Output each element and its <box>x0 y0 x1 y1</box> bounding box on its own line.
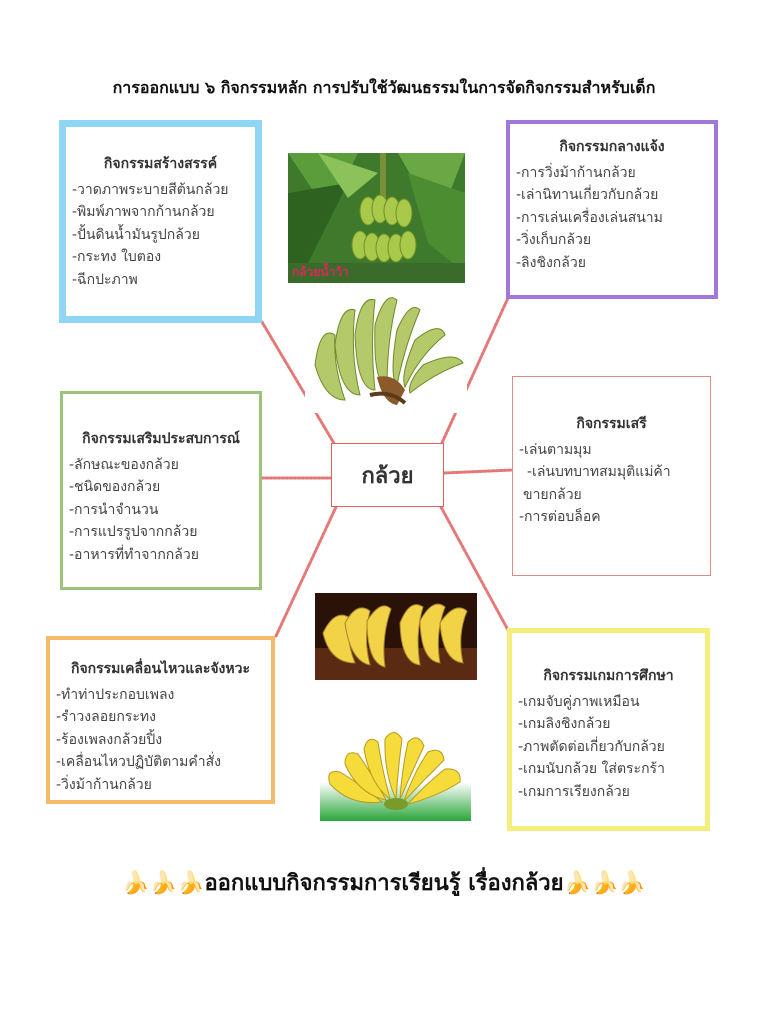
list-item: -ชนิดของกล้วย <box>69 479 161 496</box>
list-item: -วิ่งเก็บกล้วย <box>516 232 592 249</box>
list-item: -เกมลิงชิงกล้วย <box>518 716 611 733</box>
list-item: -ลิงชิงกล้วย <box>516 254 586 271</box>
list-item: -ร้องเพลงกล้วยปิ้ง <box>56 731 163 748</box>
list-item: ขายกล้วย <box>523 486 582 503</box>
list-item: -การเล่นเครื่องเล่นสนาม <box>516 209 663 226</box>
box-title: กิจกรรมเสริมประสบการณ์ <box>82 431 240 447</box>
connector-free <box>444 470 512 473</box>
list-item: -รำวงลอยกระทง <box>56 709 156 726</box>
photo-caption: กล้วยน้ำว้า <box>292 265 349 279</box>
box-title: กิจกรรมเสรี <box>576 416 647 432</box>
list-item: -การนำจำนวน <box>69 501 159 518</box>
list-item: -การวิ่งม้าก้านกล้วย <box>516 165 636 181</box>
box-title: กิจกรรมเคลื่อนไหวและจังหวะ <box>70 661 251 677</box>
list-item: -การต่อบล็อค <box>519 509 601 526</box>
list-item: -การแปรรูปจากกล้วย <box>69 524 198 541</box>
list-item: -เคลื่อนไหวปฏิบัติตามคำสั่ง <box>56 754 221 771</box>
footer-title <box>0 865 768 900</box>
list-item: -เล่นตามมุม <box>519 442 592 458</box>
list-item: -กระทง ใบตอง <box>72 249 162 266</box>
box-outdoor-activities <box>506 120 718 299</box>
box-educational-games <box>507 628 710 831</box>
list-item: -ภาพตัดต่อเกี่ยวกับกล้วย <box>518 738 665 755</box>
list-item: -วิ่งม้าก้านกล้วย <box>56 776 152 793</box>
yellow-banana-bunch-image <box>320 724 471 821</box>
banana-tree-photo <box>288 153 465 283</box>
banana-icon: 🍌 <box>618 871 646 896</box>
list-item: -ลักษณะของกล้วย <box>69 457 179 473</box>
box-creative-activities <box>59 120 262 323</box>
banana-icon: 🍌 <box>149 871 178 896</box>
box-free-activities <box>512 376 711 576</box>
page-title: การออกแบบ ๖ กิจกรรมหลัก การปรับใช้วัฒนธรรมในการจัดกิจกรรมสำหรับเด็ก <box>112 78 656 97</box>
list-item: -เกมจับคู่ภาพเหมือน <box>518 694 640 710</box>
list-item: -ปั้นดินน้ำมันรูปกล้วย <box>72 226 200 243</box>
footer-title-text: ออกแบบกิจกรรมการเรียนรู้ เรื่องกล้วย <box>204 871 564 896</box>
list-item: -พิมพ์ภาพจากก้านกล้วย <box>72 204 215 221</box>
banana-icon: 🍌 <box>563 871 591 896</box>
list-item: -เล่านิทานเกี่ยวกับกล้วย <box>516 187 659 204</box>
list-item: -เกมการเรียงกล้วย <box>518 783 630 800</box>
ripe-bananas-photo <box>315 593 477 680</box>
box-movement-activities <box>46 636 275 804</box>
box-title: กิจกรรมเกมการศึกษา <box>543 668 674 684</box>
list-item: -เกมนับกล้วย ใส่ตระกร้า <box>518 761 665 778</box>
list-item: -ฉีกปะภาพ <box>72 271 138 288</box>
box-title: กิจกรรมสร้างสรรค์ <box>103 156 218 172</box>
center-topic: กล้วย <box>331 443 444 507</box>
banana-icon: 🍌 <box>177 871 205 896</box>
box-experience-activities <box>60 391 262 590</box>
banana-icon: 🍌 <box>122 871 150 896</box>
green-banana-bunch-image <box>305 295 467 413</box>
list-item: -วาดภาพระบายสีต้นกล้วย <box>72 182 229 198</box>
box-title: กิจกรรมกลางแจ้ง <box>559 139 665 155</box>
list-item: -เล่นบทบาทสมมุติแม่ค้า <box>527 464 671 481</box>
list-item: -ทำท่าประกอบเพลง <box>56 687 175 703</box>
banana-icon: 🍌 <box>590 871 619 896</box>
list-item: -อาหารที่ทำจากกล้วย <box>69 546 199 563</box>
